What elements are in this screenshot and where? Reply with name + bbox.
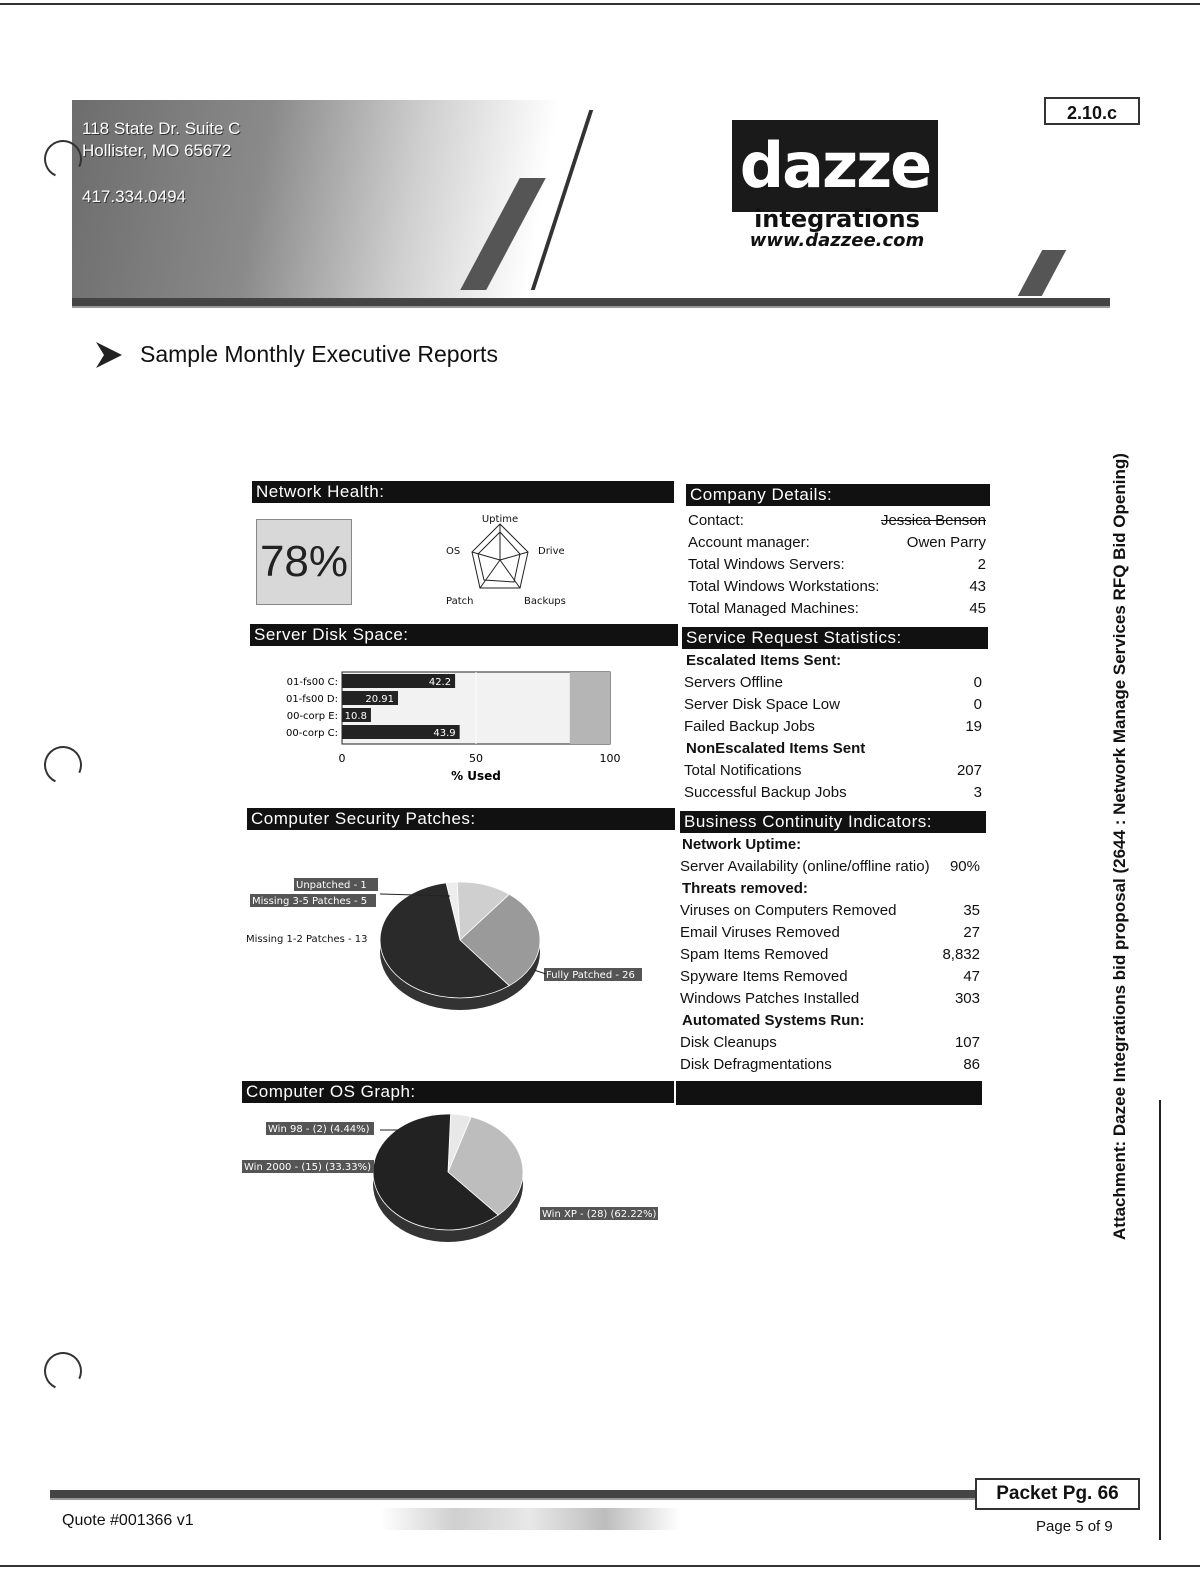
disk-value-label: 42.2 bbox=[428, 677, 452, 688]
security-patches-chart bbox=[230, 830, 670, 1060]
stat-label: Email Viruses Removed bbox=[680, 924, 840, 941]
stat-value: 107 bbox=[954, 1034, 980, 1051]
network-health-radar bbox=[430, 510, 580, 610]
stat-value: 8,832 bbox=[942, 946, 980, 963]
service-request-header: Service Request Statistics: bbox=[682, 627, 988, 649]
decor-stripe-right bbox=[1018, 250, 1066, 296]
footer-rule bbox=[50, 1490, 975, 1498]
disk-tick-label: 0 bbox=[338, 752, 346, 765]
network-health-header: Network Health: bbox=[252, 481, 674, 503]
stat-label: Server Disk Space Low bbox=[684, 696, 840, 713]
arrow-bullet-icon bbox=[92, 338, 126, 372]
company-detail-value: 45 bbox=[969, 600, 986, 617]
stat-label: Spyware Items Removed bbox=[680, 968, 848, 985]
disk-tick-label: 100 bbox=[599, 752, 621, 765]
quote-number: Quote #001366 v1 bbox=[62, 1512, 194, 1529]
disk-value-label: 10.8 bbox=[344, 711, 367, 722]
stat-value: 35 bbox=[963, 902, 980, 919]
radar-label-os: OS bbox=[446, 546, 461, 557]
footer-decor bbox=[380, 1508, 680, 1530]
header-rule bbox=[72, 298, 1110, 306]
stat-label: Disk Cleanups bbox=[680, 1034, 777, 1051]
company-detail-label: Total Windows Servers: bbox=[688, 556, 845, 573]
patch-legend-label: Fully Patched - 26 bbox=[546, 970, 635, 981]
stat-value: 207 bbox=[956, 762, 982, 779]
stat-label: Server Availability (online/offline ratio) bbox=[680, 858, 930, 875]
address-line-2: Hollister, MO 65672 bbox=[82, 141, 232, 160]
group-heading: Threats removed: bbox=[682, 880, 808, 897]
side-rule bbox=[1159, 1100, 1161, 1540]
patch-legend-label: Unpatched - 1 bbox=[296, 880, 367, 891]
punch-hole-icon bbox=[39, 1347, 88, 1396]
stat-label: Failed Backup Jobs bbox=[684, 718, 815, 735]
radar-label-drive: Drive bbox=[538, 546, 565, 557]
os-graph-header-right bbox=[676, 1081, 982, 1105]
patch-legend-label: Missing 1-2 Patches - 13 bbox=[246, 934, 368, 945]
stat-value: 0 bbox=[973, 696, 982, 713]
stat-label: Total Notifications bbox=[684, 762, 802, 779]
company-logo: dazze bbox=[732, 120, 938, 212]
disk-tick-label: 50 bbox=[469, 752, 483, 765]
stat-label: Windows Patches Installed bbox=[680, 990, 860, 1007]
footer-rule-thin bbox=[50, 1498, 975, 1500]
logo-url: www.dazzee.com bbox=[749, 230, 925, 251]
business-continuity-header: Business Continuity Indicators: bbox=[680, 811, 986, 833]
phone-number: 417.334.0494 bbox=[82, 187, 186, 206]
os-graph-header: Computer OS Graph: bbox=[242, 1081, 674, 1103]
stat-value: 90% bbox=[949, 858, 980, 875]
stat-value: 86 bbox=[963, 1056, 980, 1073]
stat-label: Disk Defragmentations bbox=[680, 1056, 832, 1073]
disk-value-label: 20.91 bbox=[365, 694, 395, 705]
company-detail-label: Account manager: bbox=[688, 534, 810, 551]
radar-label-uptime: Uptime bbox=[481, 514, 519, 525]
company-detail-value: Jessica Benson bbox=[880, 512, 986, 529]
logo-tagline: integrations bbox=[754, 205, 920, 233]
radar-label-backups: Backups bbox=[524, 596, 566, 607]
network-health-score: 78% bbox=[256, 519, 352, 605]
stat-value: 303 bbox=[954, 990, 980, 1007]
company-details-header: Company Details: bbox=[686, 484, 990, 506]
stat-label: Spam Items Removed bbox=[680, 946, 829, 963]
company-detail-label: Total Managed Machines: bbox=[688, 600, 859, 617]
stat-value: 47 bbox=[963, 968, 980, 985]
group-heading: NonEscalated Items Sent bbox=[686, 740, 866, 757]
company-detail-value: 2 bbox=[977, 556, 986, 573]
os-graph-chart bbox=[230, 1110, 670, 1260]
side-caption-text: Attachment: Dazee Integrations bid proposal (2644 : Network Manage Services RFQ Bid Opening) bbox=[1110, 453, 1129, 1240]
disk-critical-zone bbox=[570, 672, 610, 744]
patch-legend-label: Missing 3-5 Patches - 5 bbox=[252, 896, 368, 907]
stat-value: 3 bbox=[973, 784, 982, 801]
group-heading: Automated Systems Run: bbox=[682, 1012, 865, 1029]
server-disk-chart bbox=[270, 664, 640, 794]
stat-value: 19 bbox=[965, 718, 982, 735]
address-line-1: 118 State Dr. Suite C bbox=[82, 119, 241, 138]
os-legend-label: Win XP - (28) (62.22%) bbox=[542, 1209, 657, 1220]
group-heading: Escalated Items Sent: bbox=[686, 652, 842, 669]
page-title: Sample Monthly Executive Reports bbox=[140, 341, 498, 367]
top-border bbox=[0, 3, 1200, 5]
disk-axis-label: % Used bbox=[451, 769, 501, 783]
punch-hole-icon bbox=[39, 741, 88, 790]
company-detail-value: Owen Parry bbox=[906, 534, 986, 551]
stat-label: Viruses on Computers Removed bbox=[680, 902, 897, 919]
page-number: Page 5 of 9 bbox=[1036, 1518, 1113, 1535]
disk-category-label: 00-corp C: bbox=[286, 728, 338, 739]
disk-category-label: 00-corp E: bbox=[286, 711, 338, 722]
radar-label-patch: Patch bbox=[446, 596, 474, 607]
disk-category-label: 01-fs00 C: bbox=[286, 677, 338, 688]
packet-page: Packet Pg. 66 bbox=[975, 1478, 1140, 1510]
reference-tag: 2.10.c bbox=[1044, 97, 1140, 125]
server-disk-header: Server Disk Space: bbox=[250, 624, 678, 646]
stat-label: Servers Offline bbox=[684, 674, 783, 691]
group-heading: Network Uptime: bbox=[682, 836, 802, 853]
stat-value: 0 bbox=[973, 674, 982, 691]
security-patches-header: Computer Security Patches: bbox=[247, 808, 675, 830]
header-rule-thin bbox=[72, 306, 1110, 308]
disk-category-label: 01-fs00 D: bbox=[285, 694, 338, 705]
stat-value: 27 bbox=[963, 924, 980, 941]
os-legend-label: Win 2000 - (15) (33.33%) bbox=[244, 1162, 372, 1173]
company-detail-label: Total Windows Workstations: bbox=[688, 578, 880, 595]
company-detail-value: 43 bbox=[969, 578, 986, 595]
company-detail-label: Contact: bbox=[688, 512, 744, 529]
os-legend-label: Win 98 - (2) (4.44%) bbox=[268, 1124, 370, 1135]
stat-label: Successful Backup Jobs bbox=[684, 784, 847, 801]
disk-value-label: 43.9 bbox=[433, 728, 456, 739]
bottom-border bbox=[0, 1565, 1200, 1567]
